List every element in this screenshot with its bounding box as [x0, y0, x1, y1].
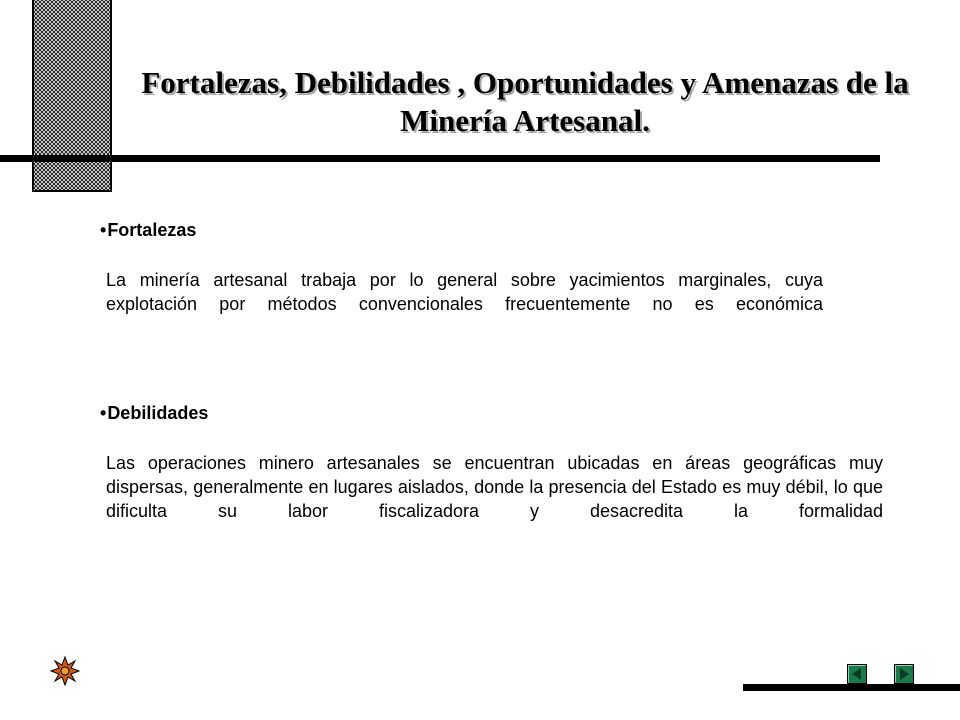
bottom-rule [743, 684, 960, 691]
next-triangle-icon[interactable] [894, 664, 914, 684]
star-burst-icon[interactable] [50, 656, 80, 686]
slide-title: Fortalezas, Debilidades , Oportunidades y Amenazas de la Minería Artesanal. [141, 65, 909, 138]
section-heading-fortalezas [100, 219, 196, 241]
heading-label: Debilidades [107, 403, 209, 423]
section-body-debilidades: Las operaciones minero artesanales se encuentran ubicadas en áreas geográficas muy dispersas, generalmente en lugares aislados, donde la presencia del Estado es muy débil, lo que dificulta su labor fiscalizadora y desacredita la formalidad [106, 453, 883, 521]
bullet-marker: • [100, 403, 107, 423]
bullet-marker: • [100, 220, 107, 240]
title-underline [0, 155, 880, 162]
heading-label: Fortalezas [107, 220, 197, 240]
prev-triangle-icon[interactable] [847, 664, 867, 684]
section-body-fortalezas: La minería artesanal trabaja por lo general sobre yacimientos marginales, cuya explotación por métodos convencionales frecuentemente no es económica [106, 270, 823, 314]
section-heading-debilidades [100, 402, 208, 424]
decorative-pattern-bar [32, 0, 112, 192]
